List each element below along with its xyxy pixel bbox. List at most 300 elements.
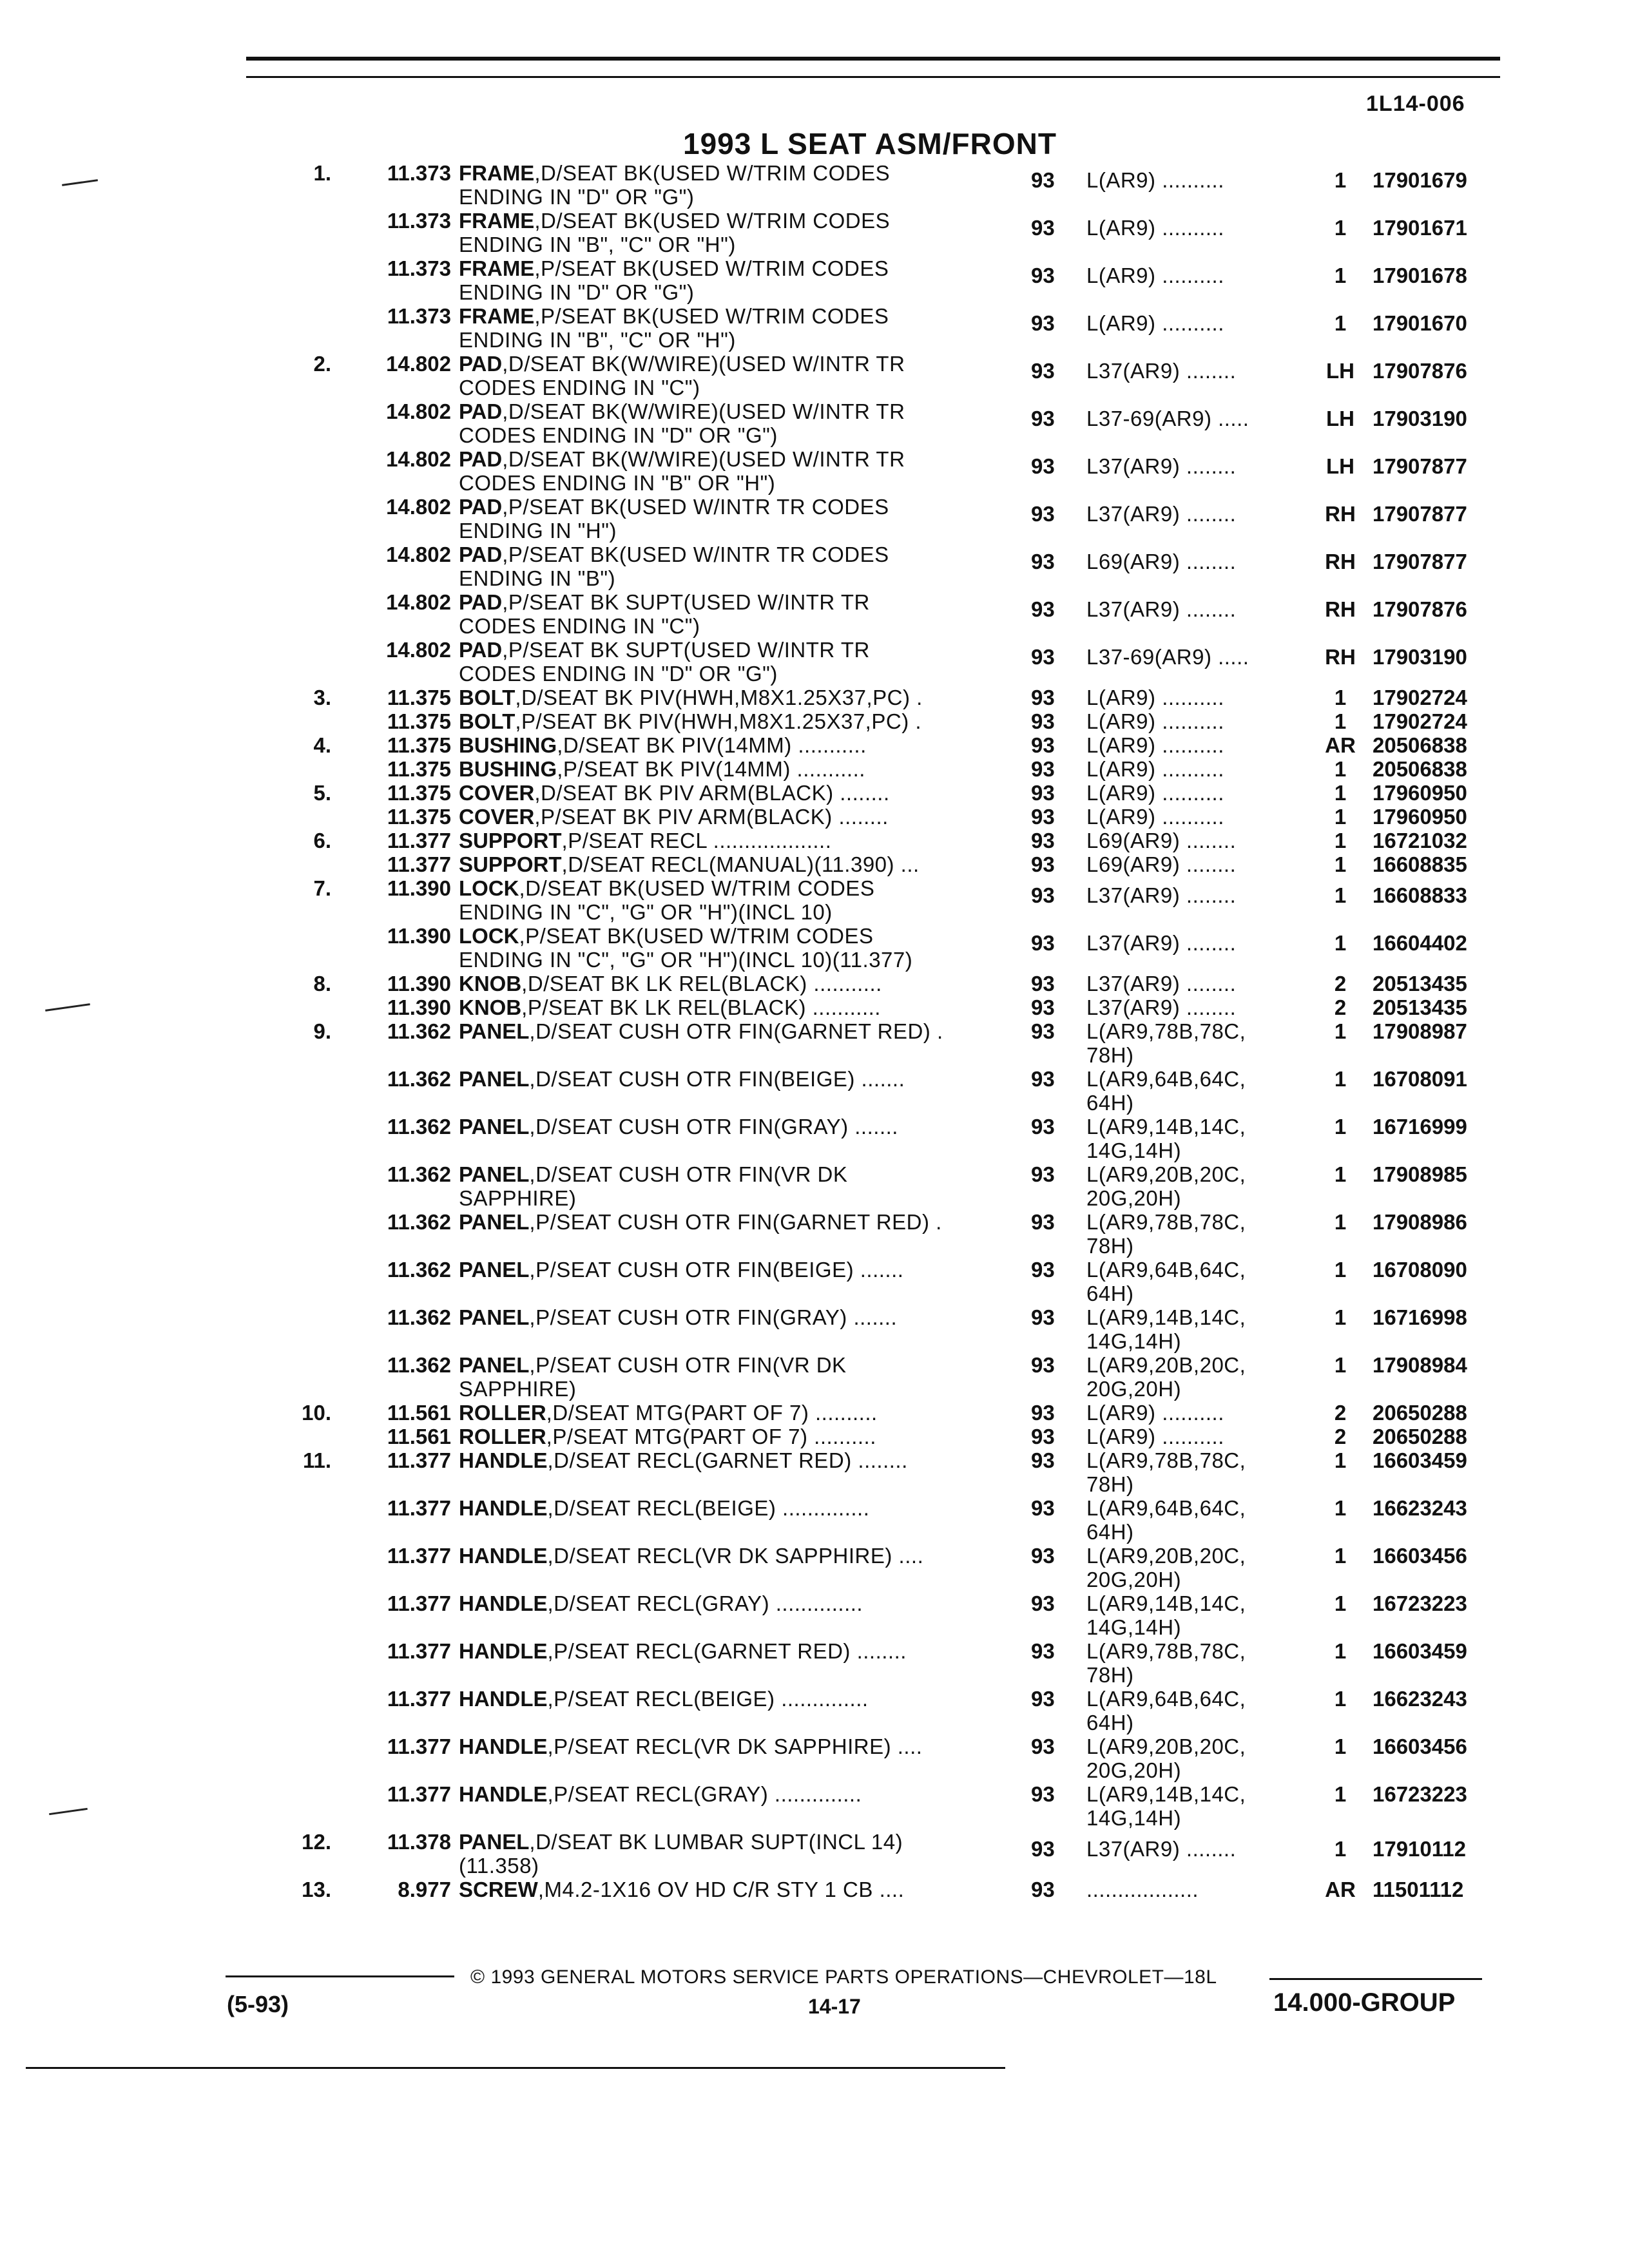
part-number: 17907877 [1373, 550, 1467, 573]
part-name: LOCK [459, 924, 519, 948]
model-year: 93 [1031, 1735, 1055, 1758]
part-name: COVER [459, 805, 535, 829]
quantity: AR [1325, 1878, 1356, 1901]
model-codes-line1: L(AR9) .......... [1086, 311, 1224, 335]
part-description [459, 686, 1013, 709]
model-codes-line1: L(AR9,14B,14C, [1086, 1591, 1246, 1615]
model-year: 93 [1031, 1878, 1055, 1901]
model-year: 93 [1031, 995, 1055, 1019]
part-number: 20650288 [1373, 1401, 1467, 1425]
part-name: PANEL [459, 1210, 530, 1234]
part-row [0, 1639, 1629, 1687]
group-number: 11.362 [387, 1115, 451, 1139]
part-description [459, 590, 1013, 638]
model-codes [1086, 1591, 1325, 1639]
model-year: 93 [1031, 972, 1055, 995]
part-description-text: ,D/SEAT RECL(VR DK SAPPHIRE) .... [547, 1544, 924, 1568]
model-codes-line1: L37-69(AR9) ..... [1086, 645, 1249, 669]
group-number: 11.390 [387, 972, 451, 995]
part-name: KNOB [459, 995, 522, 1019]
part-name: PAD [459, 352, 503, 376]
part-description [459, 709, 1013, 733]
model-codes [1086, 1353, 1325, 1401]
model-codes [1086, 311, 1325, 335]
footer-rule-right [1269, 1978, 1482, 1980]
ref-number: 4. [313, 733, 331, 757]
quantity: LH [1326, 407, 1354, 430]
part-row [0, 709, 1629, 733]
part-description-text: ,P/SEAT BK(USED W/TRIM CODES [534, 304, 889, 328]
model-codes [1086, 1687, 1325, 1735]
part-number: 11501112 [1373, 1878, 1464, 1901]
group-number: 11.375 [387, 757, 451, 781]
part-description [459, 1544, 1013, 1568]
part-description-text: ,D/SEAT BK(W/WIRE)(USED W/INTR TR [502, 352, 905, 376]
model-year: 93 [1031, 1448, 1055, 1472]
part-number: 17907877 [1373, 502, 1467, 526]
model-codes-line1: L37(AR9) ........ [1086, 883, 1237, 907]
part-description-text: ,P/SEAT BK PIV ARM(BLACK) ........ [534, 805, 889, 829]
quantity: 1 [1334, 1258, 1347, 1282]
part-name: PANEL [459, 1067, 530, 1091]
part-row [0, 924, 1629, 972]
part-row [0, 399, 1629, 447]
part-description-text: ,D/SEAT MTG(PART OF 7) .......... [546, 1401, 878, 1425]
model-year: 93 [1031, 805, 1055, 829]
part-description-text: ,D/SEAT RECL(BEIGE) .............. [547, 1496, 870, 1520]
group-number: 11.390 [387, 924, 451, 948]
model-codes-line1: L(AR9,78B,78C, [1086, 1210, 1246, 1234]
part-description-text: ,P/SEAT RECL(BEIGE) .............. [547, 1687, 869, 1711]
part-description [459, 1591, 1013, 1615]
model-codes-line1: L(AR9) .......... [1086, 805, 1224, 829]
model-codes-line1: L(AR9,14B,14C, [1086, 1782, 1246, 1806]
part-row [0, 161, 1629, 209]
model-year: 93 [1031, 1639, 1055, 1663]
part-number: 17901670 [1373, 311, 1467, 335]
model-year: 93 [1031, 781, 1055, 805]
part-description-line2: ENDING IN "C", "G" OR "H")(INCL 10) [459, 900, 833, 924]
part-name: ROLLER [459, 1425, 546, 1448]
page-id: 1L14-006 [1366, 91, 1465, 116]
part-number: 17960950 [1373, 781, 1467, 805]
part-name: HANDLE [459, 1496, 548, 1520]
model-codes-line2: 78H) [1086, 1663, 1134, 1687]
part-description-text: ,P/SEAT CUSH OTR FIN(GRAY) ....... [529, 1305, 898, 1329]
model-year: 93 [1031, 931, 1055, 955]
part-description-text: ,P/SEAT BK(USED W/TRIM CODES [534, 256, 889, 280]
part-name: FRAME [459, 161, 535, 185]
model-codes [1086, 1837, 1325, 1861]
model-codes [1086, 1735, 1325, 1782]
ref-number: 6. [313, 829, 331, 852]
quantity: 1 [1334, 1067, 1347, 1091]
part-name: HANDLE [459, 1639, 548, 1663]
model-codes-line1: L37(AR9) ........ [1086, 931, 1237, 955]
part-description-line2: ENDING IN "B", "C" OR "H") [459, 328, 736, 352]
part-number: 17901679 [1373, 168, 1467, 192]
part-name: PAD [459, 495, 503, 519]
ref-number: 13. [302, 1878, 331, 1901]
part-number: 20506838 [1373, 733, 1467, 757]
model-codes-line1: L(AR9,64B,64C, [1086, 1258, 1246, 1282]
part-description-text: ,D/SEAT BK(USED W/TRIM CODES [534, 161, 891, 185]
group-number: 11.377 [387, 829, 451, 852]
group-number: 11.375 [387, 709, 451, 733]
group-number: 11.362 [387, 1067, 451, 1091]
part-number: 16716999 [1373, 1115, 1467, 1139]
part-description [459, 781, 1013, 805]
part-number: 16603459 [1373, 1448, 1467, 1472]
part-number: 17901671 [1373, 216, 1467, 240]
part-row [0, 352, 1629, 399]
part-description-line2: ENDING IN "D" OR "G") [459, 280, 695, 304]
quantity: LH [1326, 359, 1354, 383]
part-description-text: ,D/SEAT CUSH OTR FIN(GRAY) ....... [529, 1115, 898, 1139]
part-description-text: ,P/SEAT MTG(PART OF 7) .......... [546, 1425, 876, 1448]
model-codes [1086, 829, 1325, 852]
part-row [0, 852, 1629, 876]
part-number: 16708090 [1373, 1258, 1467, 1282]
ref-number: 3. [313, 686, 331, 709]
model-year: 93 [1031, 311, 1055, 335]
model-codes [1086, 1067, 1325, 1115]
part-row [0, 495, 1629, 543]
quantity: 1 [1334, 883, 1347, 907]
part-description [459, 1687, 1013, 1711]
part-description [459, 256, 1013, 304]
model-codes-line2: 64H) [1086, 1282, 1134, 1305]
quantity: 1 [1334, 1496, 1347, 1520]
model-year: 93 [1031, 1837, 1055, 1861]
part-row [0, 1591, 1629, 1639]
model-codes [1086, 168, 1325, 192]
group-number: 11.390 [387, 995, 451, 1019]
part-name: PAD [459, 638, 503, 662]
model-codes [1086, 995, 1325, 1019]
top-rule [246, 57, 1500, 61]
model-year: 93 [1031, 645, 1055, 669]
model-codes-line2: 78H) [1086, 1472, 1134, 1496]
part-description-text: ,P/SEAT BK SUPT(USED W/INTR TR [502, 638, 870, 662]
model-codes-line1: L69(AR9) ........ [1086, 852, 1237, 876]
part-description-text: ,M4.2-1X16 OV HD C/R STY 1 CB .... [537, 1878, 905, 1901]
group-number: 11.377 [387, 1496, 451, 1520]
model-codes-line2: 14G,14H) [1086, 1139, 1182, 1162]
group-number: 11.377 [387, 1687, 451, 1711]
part-description-line2: CODES ENDING IN "D" OR "G") [459, 423, 778, 447]
model-codes [1086, 1639, 1325, 1687]
model-codes-line1: L(AR9,78B,78C, [1086, 1019, 1246, 1043]
part-number: 17902724 [1373, 709, 1467, 733]
ref-number: 9. [313, 1019, 331, 1043]
part-description [459, 209, 1013, 256]
part-description [459, 447, 1013, 495]
part-description [459, 352, 1013, 399]
model-codes [1086, 407, 1325, 430]
part-description [459, 304, 1013, 352]
model-year: 93 [1031, 829, 1055, 852]
part-row [0, 543, 1629, 590]
model-codes-line2: 20G,20H) [1086, 1758, 1182, 1782]
model-year: 93 [1031, 1425, 1055, 1448]
part-name: SUPPORT [459, 852, 562, 876]
model-year: 93 [1031, 1305, 1055, 1329]
model-year: 93 [1031, 359, 1055, 383]
model-codes-line1: L(AR9) .......... [1086, 781, 1224, 805]
group-number: 11.377 [387, 1544, 451, 1568]
group-number: 11.377 [387, 852, 451, 876]
part-row [0, 1544, 1629, 1591]
part-description [459, 1735, 1013, 1758]
model-codes-line2: 20G,20H) [1086, 1568, 1182, 1591]
part-description-line2: ENDING IN "B", "C" OR "H") [459, 233, 736, 256]
part-description-line2: CODES ENDING IN "B" OR "H") [459, 471, 776, 495]
part-description-text: ,D/SEAT CUSH OTR FIN(GARNET RED) . [529, 1019, 943, 1043]
part-row [0, 1067, 1629, 1115]
part-name: PANEL [459, 1830, 530, 1854]
part-row [0, 1019, 1629, 1067]
part-description [459, 1162, 1013, 1210]
group-number: 11.377 [387, 1448, 451, 1472]
footer-date: (5-93) [227, 1991, 289, 2017]
quantity: 1 [1334, 1019, 1347, 1043]
model-codes-line1: L37(AR9) ........ [1086, 597, 1237, 621]
model-year: 93 [1031, 216, 1055, 240]
model-codes [1086, 1115, 1325, 1162]
quantity: RH [1325, 550, 1356, 573]
part-number: 16723223 [1373, 1591, 1467, 1615]
part-description-text: ,D/SEAT RECL(GRAY) .............. [547, 1591, 863, 1615]
part-row [0, 1258, 1629, 1305]
part-description [459, 972, 1013, 995]
part-description [459, 1425, 1013, 1448]
model-codes [1086, 709, 1325, 733]
ref-number: 5. [313, 781, 331, 805]
model-year: 93 [1031, 852, 1055, 876]
group-number: 11.375 [387, 733, 451, 757]
quantity: 1 [1334, 1591, 1347, 1615]
part-name: LOCK [459, 876, 519, 900]
model-year: 93 [1031, 454, 1055, 478]
part-description-text: ,D/SEAT RECL(GARNET RED) ........ [547, 1448, 908, 1472]
part-description [459, 1639, 1013, 1663]
part-description [459, 805, 1013, 829]
part-row [0, 995, 1629, 1019]
part-description [459, 638, 1013, 686]
part-row [0, 1782, 1629, 1830]
model-codes [1086, 454, 1325, 478]
part-number: 17960950 [1373, 805, 1467, 829]
group-number: 14.802 [386, 447, 451, 471]
part-name: FRAME [459, 304, 535, 328]
part-row [0, 1496, 1629, 1544]
model-codes-line1: L69(AR9) ........ [1086, 550, 1237, 573]
part-description-line2: SAPPHIRE) [459, 1186, 577, 1210]
quantity: 1 [1334, 686, 1347, 709]
model-year: 93 [1031, 1258, 1055, 1282]
part-name: HANDLE [459, 1735, 548, 1758]
model-codes-line2: 14G,14H) [1086, 1806, 1182, 1830]
part-row [0, 1687, 1629, 1735]
group-number: 11.362 [387, 1019, 451, 1043]
model-codes-line1: L37(AR9) ........ [1086, 359, 1237, 383]
model-codes [1086, 216, 1325, 240]
part-name: HANDLE [459, 1591, 548, 1615]
part-description-text: ,P/SEAT CUSH OTR FIN(VR DK [529, 1353, 847, 1377]
model-codes-line1: L37(AR9) ........ [1086, 502, 1237, 526]
model-codes-line1: L69(AR9) ........ [1086, 829, 1237, 852]
model-codes [1086, 1425, 1325, 1448]
model-codes-line1: L(AR9) .......... [1086, 1425, 1224, 1448]
group-number: 11.373 [387, 161, 451, 185]
quantity: 2 [1334, 972, 1347, 995]
part-description [459, 1305, 1013, 1329]
part-name: ROLLER [459, 1401, 546, 1425]
quantity: 1 [1334, 931, 1347, 955]
group-number: 11.375 [387, 805, 451, 829]
part-name: PANEL [459, 1115, 530, 1139]
group-number: 11.373 [387, 304, 451, 328]
part-description-line2: CODES ENDING IN "C") [459, 376, 700, 399]
model-codes-line1: L(AR9,14B,14C, [1086, 1305, 1246, 1329]
model-codes-line2: 14G,14H) [1086, 1615, 1182, 1639]
model-year: 93 [1031, 407, 1055, 430]
ref-number: 1. [313, 161, 331, 185]
part-description-line2: SAPPHIRE) [459, 1377, 577, 1401]
ref-number: 8. [313, 972, 331, 995]
part-number: 16716998 [1373, 1305, 1467, 1329]
quantity: 2 [1334, 1401, 1347, 1425]
part-number: 17903190 [1373, 645, 1467, 669]
part-name: BOLT [459, 686, 516, 709]
part-description-text: ,D/SEAT BK PIV(HWH,M8X1.25X37,PC) . [515, 686, 923, 709]
model-year: 93 [1031, 1162, 1055, 1186]
group-number: 11.377 [387, 1735, 451, 1758]
model-year: 93 [1031, 1591, 1055, 1615]
part-number: 17907876 [1373, 597, 1467, 621]
part-description-line2: ENDING IN "B") [459, 566, 616, 590]
part-description [459, 924, 1013, 972]
model-codes [1086, 1210, 1325, 1258]
part-name: BOLT [459, 709, 516, 733]
group-number: 11.373 [387, 209, 451, 233]
part-description-text: ,D/SEAT CUSH OTR FIN(BEIGE) ....... [529, 1067, 905, 1091]
part-name: FRAME [459, 256, 535, 280]
group-number: 11.561 [387, 1401, 451, 1425]
part-description [459, 1830, 1013, 1878]
part-description [459, 1067, 1013, 1091]
part-description [459, 733, 1013, 757]
group-number: 14.802 [386, 495, 451, 519]
model-codes-line1: L37(AR9) ........ [1086, 1837, 1237, 1861]
model-codes [1086, 852, 1325, 876]
part-row [0, 781, 1629, 805]
part-row [0, 1878, 1629, 1901]
model-codes-line1: L(AR9) .......... [1086, 757, 1224, 781]
group-number: 11.377 [387, 1591, 451, 1615]
part-name: BUSHING [459, 733, 557, 757]
part-number: 17907876 [1373, 359, 1467, 383]
group-number: 11.362 [387, 1210, 451, 1234]
model-codes-line1: L37(AR9) ........ [1086, 995, 1237, 1019]
bottom-rule [26, 2067, 1005, 2069]
model-codes-line1: L37(AR9) ........ [1086, 454, 1237, 478]
part-row [0, 590, 1629, 638]
model-codes [1086, 359, 1325, 383]
quantity: 1 [1334, 1305, 1347, 1329]
model-codes [1086, 502, 1325, 526]
model-codes [1086, 805, 1325, 829]
model-year: 93 [1031, 1353, 1055, 1377]
model-codes-line2: 78H) [1086, 1043, 1134, 1067]
model-codes-line1: L(AR9) .......... [1086, 216, 1224, 240]
part-number: 16603456 [1373, 1544, 1467, 1568]
model-codes [1086, 1258, 1325, 1305]
model-year: 93 [1031, 757, 1055, 781]
part-description-text: ,D/SEAT RECL(MANUAL)(11.390) ... [561, 852, 920, 876]
page-title: 1993 L SEAT ASM/FRONT [683, 127, 1057, 160]
model-year: 93 [1031, 597, 1055, 621]
model-year: 93 [1031, 1496, 1055, 1520]
group-number: 14.802 [386, 638, 451, 662]
model-codes [1086, 1019, 1325, 1067]
part-description-text: ,P/SEAT CUSH OTR FIN(BEIGE) ....... [529, 1258, 904, 1282]
model-year: 93 [1031, 1401, 1055, 1425]
quantity: RH [1325, 645, 1356, 669]
quantity: 2 [1334, 1425, 1347, 1448]
quantity: 1 [1334, 1837, 1347, 1861]
group-number: 11.375 [387, 686, 451, 709]
part-description-text: ,P/SEAT BK(USED W/INTR TR CODES [502, 495, 889, 519]
part-name: BUSHING [459, 757, 557, 781]
model-codes-line1: L(AR9) .......... [1086, 264, 1224, 287]
part-number: 16608833 [1373, 883, 1467, 907]
quantity: 1 [1334, 168, 1347, 192]
part-row [0, 304, 1629, 352]
model-codes-line1: L(AR9,78B,78C, [1086, 1448, 1246, 1472]
group-number: 11.561 [387, 1425, 451, 1448]
footer-page-number: 14-17 [808, 1995, 861, 2018]
model-codes [1086, 1878, 1325, 1901]
model-codes [1086, 972, 1325, 995]
part-description-text: ,D/SEAT BK(W/WIRE)(USED W/INTR TR [502, 447, 905, 471]
footer-rule-left [226, 1975, 454, 1977]
model-codes [1086, 1305, 1325, 1353]
part-name: SUPPORT [459, 829, 562, 852]
model-codes-line1: L(AR9,64B,64C, [1086, 1687, 1246, 1711]
quantity: 1 [1334, 1687, 1347, 1711]
part-row [0, 256, 1629, 304]
part-name: PAD [459, 399, 503, 423]
part-number: 17907877 [1373, 454, 1467, 478]
part-description-line2: ENDING IN "C", "G" OR "H")(INCL 10)(11.377) [459, 948, 913, 972]
part-description-text: ,P/SEAT BK SUPT(USED W/INTR TR [502, 590, 870, 614]
model-year: 93 [1031, 1687, 1055, 1711]
part-number: 17902724 [1373, 686, 1467, 709]
model-year: 93 [1031, 1210, 1055, 1234]
part-description-line2: ENDING IN "H") [459, 519, 617, 543]
part-description-text: ,D/SEAT BK(USED W/TRIM CODES [534, 209, 891, 233]
ref-number: 12. [302, 1830, 331, 1854]
footer-group: 14.000-GROUP [1273, 1988, 1456, 2017]
part-row [0, 1305, 1629, 1353]
model-codes [1086, 1448, 1325, 1496]
group-number: 14.802 [386, 543, 451, 566]
ref-number: 7. [313, 876, 331, 900]
part-description [459, 829, 1013, 852]
part-description [459, 1019, 1013, 1043]
